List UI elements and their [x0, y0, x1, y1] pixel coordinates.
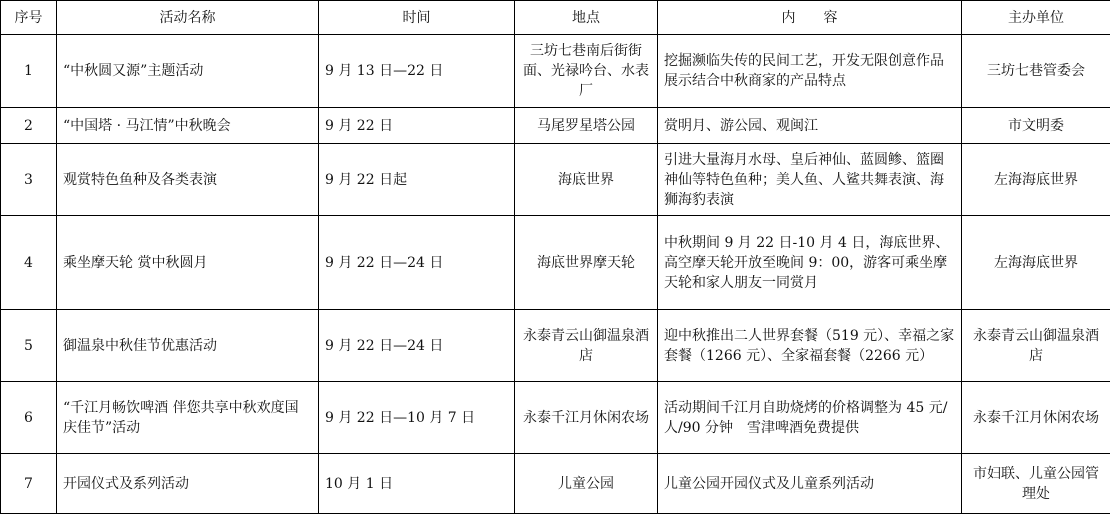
activity-content: 挖掘濒临失传的民间工艺，开发无限创意作品展示结合中秋商家的产品特点	[658, 35, 962, 108]
activity-place: 马尾罗星塔公园	[515, 108, 658, 144]
activity-host: 左海海底世界	[962, 216, 1110, 310]
table-row	[1, 144, 1110, 216]
activity-time: 9 月 22 日起	[319, 144, 515, 216]
activity-content: 儿童公园开园仪式及儿童系列活动	[658, 454, 962, 514]
table-row	[1, 35, 1110, 108]
header-place: 地点	[515, 1, 658, 35]
activity-name: 观赏特色鱼种及各类表演	[57, 144, 319, 216]
row-index: 7	[1, 454, 57, 514]
activity-time: 10 月 1 日	[319, 454, 515, 514]
activity-time: 9 月 22 日	[319, 108, 515, 144]
activity-name: “中国塔 · 马江情”中秋晚会	[57, 108, 319, 144]
activity-name: “中秋圆又源”主题活动	[57, 35, 319, 108]
header-index: 序号	[1, 1, 57, 35]
activity-host: 三坊七巷管委会	[962, 35, 1110, 108]
row-index: 5	[1, 310, 57, 382]
activity-host: 市妇联、儿童公园管理处	[962, 454, 1110, 514]
row-index: 4	[1, 216, 57, 310]
header-row	[1, 1, 1110, 35]
activity-host: 市文明委	[962, 108, 1110, 144]
header-activity-name: 活动名称	[57, 1, 319, 35]
activity-content: 活动期间千江月自助烧烤的价格调整为 45 元/人/90 分钟 雪津啤酒免费提供	[658, 382, 962, 454]
activity-name: 乘坐摩天轮 赏中秋圆月	[57, 216, 319, 310]
activity-host: 永泰青云山御温泉酒店	[962, 310, 1110, 382]
activity-host: 左海海底世界	[962, 144, 1110, 216]
header-content: 内 容	[658, 1, 962, 35]
activity-content: 赏明月、游公园、观闽江	[658, 108, 962, 144]
table-row	[1, 310, 1110, 382]
row-index: 6	[1, 382, 57, 454]
activity-place: 海底世界摩天轮	[515, 216, 658, 310]
activity-host: 永泰千江月休闲农场	[962, 382, 1110, 454]
table-row	[1, 216, 1110, 310]
activity-time: 9 月 13 日—22 日	[319, 35, 515, 108]
row-index: 2	[1, 108, 57, 144]
header-host: 主办单位	[962, 1, 1110, 35]
activity-content: 中秋期间 9 月 22 日-10 月 4 日，海底世界、高空摩天轮开放至晚间 9：00，游客可乘坐摩天轮和家人朋友一同赏月	[658, 216, 962, 310]
activity-time: 9 月 22 日—24 日	[319, 310, 515, 382]
activity-name: 御温泉中秋佳节优惠活动	[57, 310, 319, 382]
header-time: 时间	[319, 1, 515, 35]
activity-place: 永泰千江月休闲农场	[515, 382, 658, 454]
activity-name: 开园仪式及系列活动	[57, 454, 319, 514]
table-row	[1, 382, 1110, 454]
row-index: 3	[1, 144, 57, 216]
activity-place: 三坊七巷南后街街面、光禄吟台、水表厂	[515, 35, 658, 108]
activity-name: “千江月畅饮啤酒 伴您共享中秋欢度国庆佳节”活动	[57, 382, 319, 454]
table-row	[1, 108, 1110, 144]
activity-content: 引进大量海月水母、皇后神仙、蓝圆鲹、篮圈神仙等特色鱼种；美人鱼、人鲨共舞表演、海狮海豹表演	[658, 144, 962, 216]
activity-time: 9 月 22 日—10 月 7 日	[319, 382, 515, 454]
activity-content: 迎中秋推出二人世界套餐（519 元）、幸福之家套餐（1266 元）、全家福套餐（2266 元）	[658, 310, 962, 382]
activity-place: 海底世界	[515, 144, 658, 216]
activity-place: 儿童公园	[515, 454, 658, 514]
table-row	[1, 454, 1110, 514]
activity-place: 永泰青云山御温泉酒店	[515, 310, 658, 382]
row-index: 1	[1, 35, 57, 108]
activity-time: 9 月 22 日—24 日	[319, 216, 515, 310]
